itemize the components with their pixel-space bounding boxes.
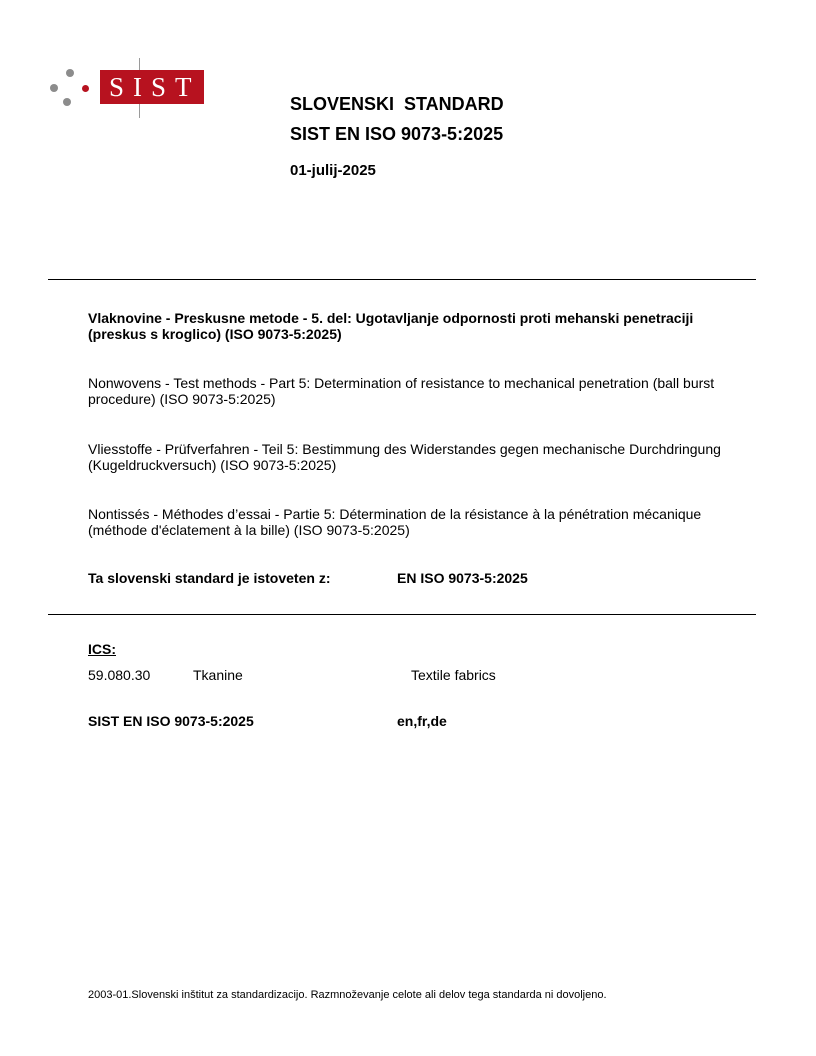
logo-dot-left xyxy=(50,84,58,92)
title-german: Vliesstoffe - Prüfverfahren - Teil 5: Bestimmung des Widerstandes gegen mechanische Durchdringung (Kugeldruckversuch) (ISO 9073-5:2025) xyxy=(88,441,721,473)
ics-label: ICS: xyxy=(88,641,116,657)
identical-to-value: EN ISO 9073-5:2025 xyxy=(397,570,528,586)
title-english: Nonwovens - Test methods - Part 5: Determination of resistance to mechanical penetration (ball burst procedure) (ISO 9073-5:2025) xyxy=(88,375,715,407)
copyright-footer: 2003-01.Slovenski inštitut za standardizacijo. Razmnoževanje celote ali delov tega standarda ni dovoljeno. xyxy=(88,989,607,1001)
logo-wordmark: SIST xyxy=(100,70,204,104)
title-french: Nontissés - Méthodes d’essai - Partie 5: Détermination de la résistance à la pénétration mécanique (méthode d'éclatement à la bille) (ISO 9073-5:2025) xyxy=(88,506,702,538)
sist-logo xyxy=(48,58,208,120)
title-slovenian: Vlaknovine - Preskusne metode - 5. del: Ugotavljanje odpornosti proti mehanski penetraciji (preskus s kroglico) (ISO 9073-5:2025) xyxy=(88,310,694,342)
publication-date: 01-julij-2025 xyxy=(290,162,376,179)
ics-code: 59.080.30 xyxy=(88,667,151,683)
ics-name-english: Textile fabrics xyxy=(411,667,496,683)
logo-dot-accent xyxy=(82,85,89,92)
logo-dot-top xyxy=(66,69,74,77)
reference-code: SIST EN ISO 9073-5:2025 xyxy=(88,713,254,729)
standard-code-heading: SIST EN ISO 9073-5:2025 xyxy=(290,124,504,144)
document-type-heading: SLOVENSKI STANDARD xyxy=(290,94,504,114)
ics-name-slovenian: Tkanine xyxy=(193,667,243,683)
identical-to-label: Ta slovenski standard je istoveten z: xyxy=(88,570,331,586)
reference-languages: en,fr,de xyxy=(397,713,447,729)
top-divider xyxy=(48,279,756,280)
bottom-divider xyxy=(48,614,756,615)
logo-dot-bottom xyxy=(63,98,71,106)
